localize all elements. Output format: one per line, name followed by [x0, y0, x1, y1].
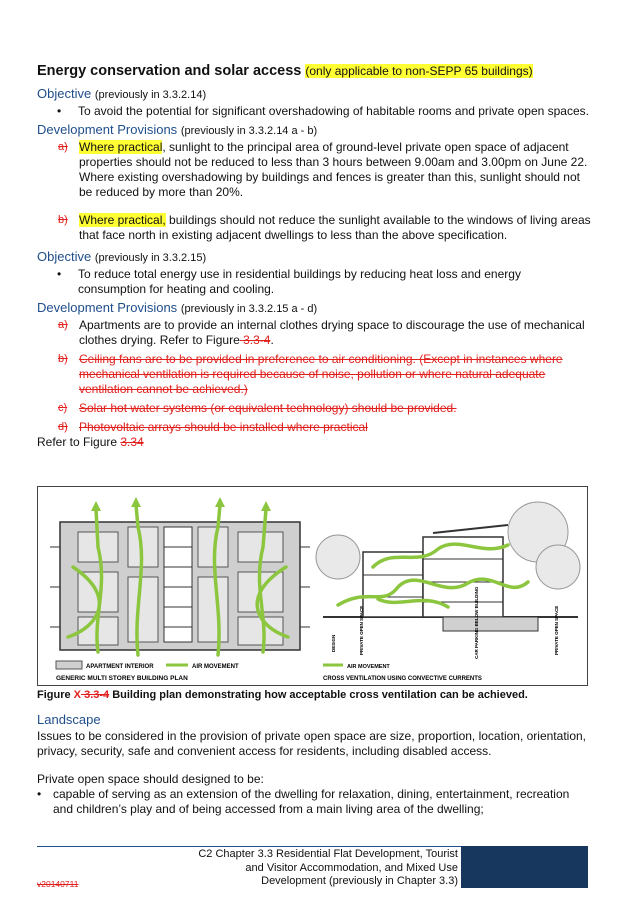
section-label: PRIVATE OPEN SPACE: [359, 605, 364, 655]
footer-line: and Visitor Accommodation, and Mixed Use: [245, 861, 458, 874]
spacer: [58, 200, 592, 213]
objective-label: Objective: [37, 249, 92, 264]
footer-line: C2 Chapter 3.3 Residential Flat Development, Tourist: [198, 848, 458, 860]
left-figure-title: GENERIC MULTI STOREY BUILDING PLAN: [56, 675, 188, 682]
list-item: • To avoid the potential for significant overshadowing of habitable rooms and private open spaces.: [57, 104, 592, 119]
refer-text: Refer to Figure: [37, 435, 121, 449]
left-legend: [56, 661, 239, 682]
refer-deleted: 3.34: [120, 435, 144, 449]
item-marker: b): [58, 353, 68, 365]
list-item: [58, 213, 592, 243]
item-text: , sunlight to the principal area of ground-level private open space of adjacent properties should not be reduced to less than 3 hours between 9.00am and 3.00pm on June 22. Where existing overshadowing by buildings and fences is greater than this, sunlight should not be reduced by more than 20%.: [79, 140, 588, 199]
highlight-text: Where practical: [79, 140, 163, 154]
objective-list-1: [57, 104, 592, 119]
caption-prefix: Figure: [37, 689, 74, 701]
deleted-ref: 3.3-4: [239, 333, 271, 347]
item-text: Solar hot water systems (or equivalent technology) should be provided.: [79, 401, 457, 415]
arrow-heads: [91, 497, 271, 511]
item-marker: a): [58, 141, 68, 153]
list-item: • To reduce total energy use in residential buildings by reducing heat loss and energy consumption for heating and cooling.: [57, 267, 592, 297]
legend-air-label: AIR MOVEMENT: [192, 664, 239, 670]
item-marker: a): [58, 319, 68, 331]
provisions-sub: (previously in 3.3.2.14 a - b): [180, 125, 318, 137]
provisions-label: Development Provisions: [37, 122, 178, 137]
item-end: .: [270, 333, 274, 347]
building-section: [316, 502, 580, 631]
objective-sub: (previously in 3.3.2.14): [94, 89, 207, 101]
figure-image: [37, 486, 588, 686]
item-text: Apartments are to provide an internal clothes drying space to discourage the use of mechanical clothes drying. Refer to Figure: [79, 318, 585, 347]
provisions-list-2: [58, 318, 592, 435]
provisions-heading-1: [37, 122, 592, 139]
item-text: buildings should not reduce the sunlight available to the windows of living areas that face north in existing adjacent dwellings to less than the above specification.: [79, 213, 591, 242]
section-label: DESIGN: [331, 634, 336, 652]
item-marker: d): [58, 421, 68, 433]
caption-text: Building plan demonstrating how acceptable cross ventilation can be achieved.: [109, 689, 528, 701]
list-item-deleted: [58, 420, 592, 435]
footer-block: [461, 846, 588, 888]
right-legend: [323, 664, 482, 682]
item-text: Photovoltaic arrays should be installed where practical: [79, 420, 368, 434]
building-plan: [50, 522, 310, 650]
section-label: CAR PARKING BELOW BUILDING: [474, 586, 479, 659]
objective-heading-2: [37, 249, 592, 266]
section-label: PRIVATE OPEN SPACE: [554, 605, 559, 655]
item-text: Ceiling fans are to be provided in preference to air conditioning. (Except in instances where mechanical ventilation is required because of noise, pollution or where natural adequate ventilation cannot be achieved.): [79, 352, 563, 396]
list-item-deleted: [58, 401, 592, 416]
right-legend-label: AIR MOVEMENT: [347, 664, 390, 670]
heading-title: Energy conservation and solar access: [37, 63, 302, 79]
list-item: [58, 318, 592, 348]
provisions-list-1: [58, 140, 592, 243]
highlight-text: Where practical,: [79, 213, 166, 227]
objective-heading-1: [37, 86, 592, 103]
objective-sub: (previously in 3.3.2.15): [94, 252, 207, 264]
item-marker: c): [58, 402, 68, 414]
landscape-list: [37, 787, 592, 817]
landscape-paragraph: Private open space should designed to be:: [37, 772, 264, 786]
list-item: [58, 140, 592, 200]
caption-deleted: 3.3-4: [81, 689, 110, 701]
right-figure-title: CROSS VENTILATION USING CONVECTIVE CURRENTS: [323, 676, 482, 682]
legend-interior-label: APARTMENT INTERIOR: [86, 664, 154, 670]
list-item: • capable of serving as an extension of the dwelling for relaxation, dining, entertainment, recreation and children’s play and of being accessed from a main living area of the dwelling;: [37, 787, 592, 817]
objective-list-2: [57, 267, 592, 297]
list-item-deleted: [58, 352, 592, 397]
provisions-heading-2: [37, 300, 592, 317]
footer-line: Development (previously in Chapter 3.3): [261, 875, 458, 887]
landscape-section: [37, 712, 592, 820]
footer-title: [161, 848, 458, 889]
legend-swatch-interior: [56, 661, 82, 669]
landscape-paragraph: Issues to be considered in the provision of private open space are size, proportion, location, orientation, privacy, security, safe and convenient access for residents, including disabled access.: [37, 729, 586, 758]
item-marker: b): [58, 214, 68, 226]
landscape-heading: Landscape: [37, 712, 101, 727]
version-stamp: v20140711: [37, 879, 79, 889]
footer-rule: [37, 846, 461, 847]
provisions-label: Development Provisions: [37, 300, 178, 315]
heading-note: (only applicable to non-SEPP 65 buildings): [305, 64, 533, 78]
caption-x: X: [73, 689, 82, 701]
figure-illustration: [38, 487, 587, 685]
provisions-sub: (previously in 3.3.2.15 a - d): [180, 303, 318, 315]
document-body: [37, 62, 592, 450]
figure-caption: [37, 688, 528, 703]
objective-label: Objective: [37, 86, 92, 101]
section-heading: [37, 62, 592, 80]
refer-line: [37, 435, 592, 450]
